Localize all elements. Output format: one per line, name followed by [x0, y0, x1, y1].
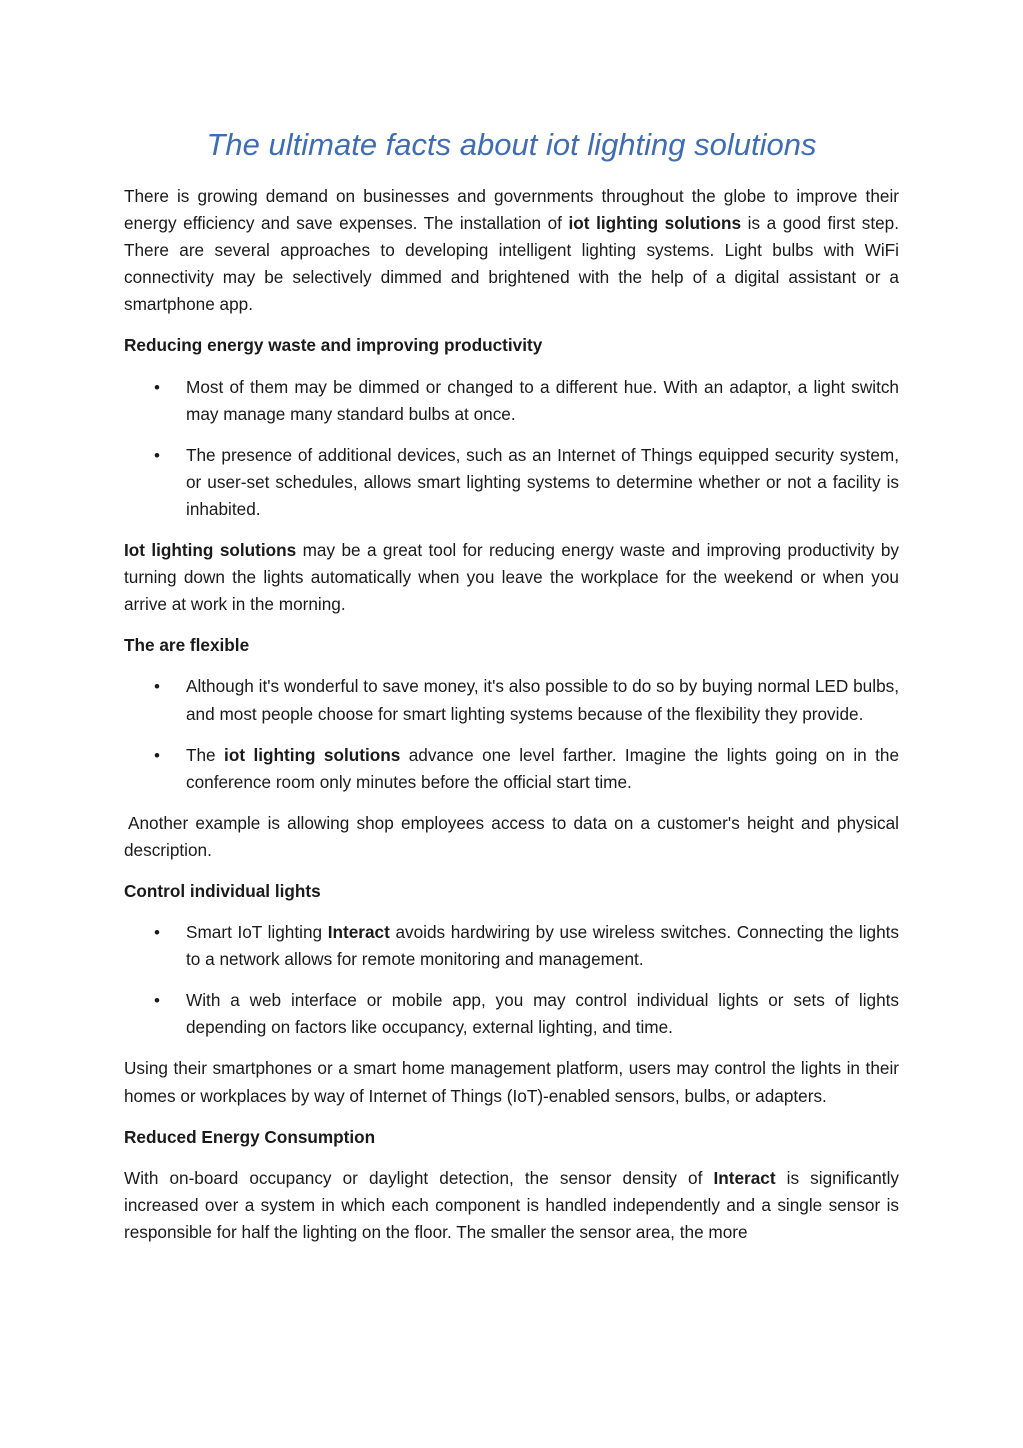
- bullet-icon: •: [154, 377, 160, 397]
- bullet-icon: •: [154, 677, 160, 697]
- bullet-icon: •: [154, 923, 160, 943]
- energy-consumption-paragraph: With on-board occupancy or daylight detection, the sensor density of Interact is significantly increased over a system in which each component is handled independently and a single sensor is responsible for half the lighting on the floor. The smaller the sensor area, the more: [124, 1167, 899, 1242]
- list-item: • Although it's wonderful to save money, it's also possible to do so by buying normal LED bulbs, and most people choose for smart lighting systems because of the flexibility they provide.: [124, 673, 899, 727]
- bullet-list-energy-waste: [124, 374, 899, 523]
- section-heading-energy-waste: Reducing energy waste and improving productivity: [124, 335, 543, 356]
- section-heading-flexible: The are flexible: [124, 635, 250, 656]
- list-item: • Most of them may be dimmed or changed to a different hue. With an adaptor, a light switch may manage many standard bulbs at once.: [124, 374, 899, 428]
- bullet-list-flexible: [124, 673, 899, 795]
- list-item: • With a web interface or mobile app, you may control individual lights or sets of lights depending on factors like occupancy, external lighting, and time.: [124, 987, 899, 1041]
- bullet-icon: •: [154, 991, 160, 1011]
- document-page: [124, 122, 899, 1260]
- bullet-list-control: [124, 919, 899, 1041]
- list-item: • Smart IoT lighting Interact avoids hardwiring by use wireless switches. Connecting the lights to a network allows for remote monitoring and management.: [124, 919, 899, 973]
- list-item: • The iot lighting solutions advance one level farther. Imagine the lights going on in the conference room only minutes before the official start time.: [124, 742, 899, 796]
- document-title: The ultimate facts about iot lighting solutions: [206, 127, 817, 162]
- section-heading-control: Control individual lights: [124, 880, 321, 901]
- energy-waste-paragraph: Iot lighting solutions may be a great tool for reducing energy waste and improving productivity by turning down the lights automatically when you leave the workplace for the weekend or when you arrive at work in the morning.: [124, 540, 899, 615]
- bullet-icon: •: [154, 745, 160, 765]
- intro-paragraph: There is growing demand on businesses and governments throughout the globe to improve their energy efficiency and save expenses. The installation of iot lighting solutions is a good first step. There are several approaches to developing intelligent lighting systems. Light bulbs with WiFi connectivity may be selectively dimmed and brightened with the help of a digital assistant or a smartphone app.: [124, 186, 900, 315]
- bullet-icon: •: [154, 445, 160, 465]
- section-heading-energy-consumption: Reduced Energy Consumption: [124, 1126, 376, 1147]
- flexible-paragraph: Another example is allowing shop employees access to data on a customer's height and physical description.: [124, 812, 899, 860]
- list-item: • The presence of additional devices, such as an Internet of Things equipped security system, or user-set schedules, allows smart lighting systems to determine whether or not a facility is inhabited.: [124, 442, 899, 523]
- control-paragraph: Using their smartphones or a smart home management platform, users may control the lights in their homes or workplaces by way of Internet of Things (IoT)-enabled sensors, bulbs, or adapters.: [124, 1058, 899, 1106]
- keyword-link: iot lighting solutions: [568, 213, 742, 234]
